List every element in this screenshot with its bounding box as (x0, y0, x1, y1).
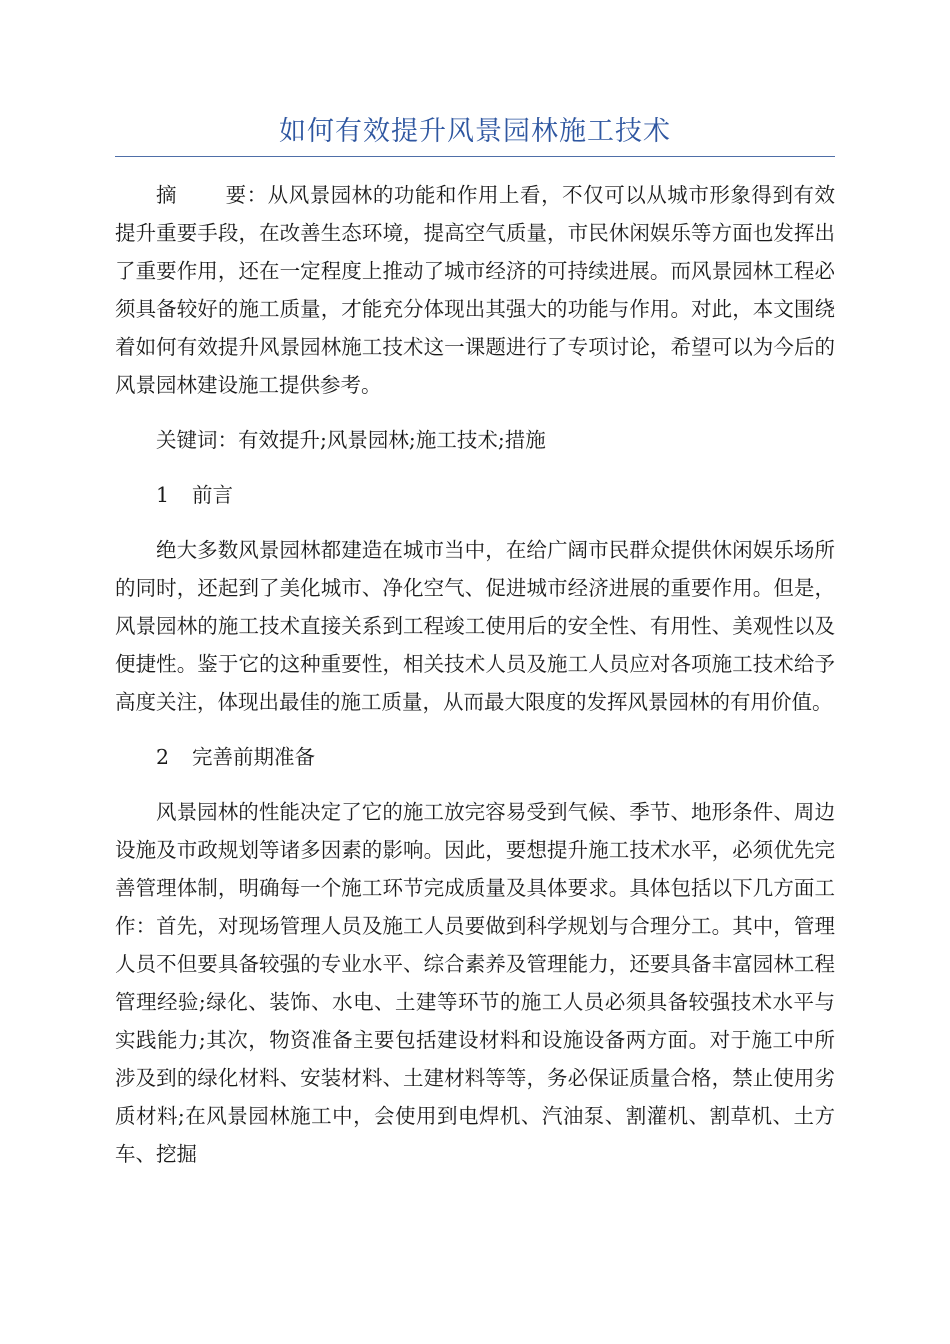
section-2-body: 风景园林的性能决定了它的施工放完容易受到气候、季节、地形条件、周边设施及市政规划等诸多因素的影响。因此，要想提升施工技术水平，必须优先完善管理体制，明确每一个施工环节完成质量及具体要求。具体包括以下几方面工作：首先，对现场管理人员及施工人员要做到科学规划与合理分工。其中，管理人员不但要具备较强的专业水平、综合素养及管理能力，还要具备丰富园林工程管理经验;绿化、装饰、水电、土建等环节的施工人员必须具备较强技术水平与实践能力;其次，物资准备主要包括建设材料和设施设备两方面。对于施工中所涉及到的绿化材料、安装材料、土建材料等等，务必保证质量合格，禁止使用劣质材料;在风景园林施工中，会使用到电焊机、汽油泵、割灌机、割草机、土方车、挖掘 (115, 800, 835, 1166)
title-block (115, 112, 835, 157)
abstract-text: 从风景园林的功能和作用上看，不仅可以从城市形象得到有效提升重要手段，在改善生态环境，提高空气质量，市民休闲娱乐等方面也发挥出了重要作用，还在一定程度上推动了城市经济的可持续进展。而风景园林工程必须具备较好的施工质量，才能充分体现出其强大的功能与作用。对此，本文围绕着如何有效提升风景园林施工技术这一课题进行了专项讨论，希望可以为今后的风景园林建设施工提供参考。 (115, 183, 836, 397)
keywords-text: 有效提升;风景园林;施工技术;措施 (238, 428, 546, 452)
document-body (115, 176, 835, 1173)
section-2-number: 2 (156, 745, 170, 769)
section-1-heading (115, 476, 835, 514)
section-1-title: 前言 (192, 483, 233, 507)
abstract-label-a: 摘 (156, 183, 178, 207)
section-2-heading (115, 738, 835, 776)
document-title: 如何有效提升风景园林施工技术 (279, 116, 671, 147)
section-1-body: 绝大多数风景园林都建造在城市当中，在给广阔市民群众提供休闲娱乐场所的同时，还起到了美化城市、净化空气、促进城市经济进展的重要作用。但是，风景园林的施工技术直接关系到工程竣工使用后的安全性、有用性、美观性以及便捷性。鉴于它的这种重要性，相关技术人员及施工人员应对各项施工技术给予高度关注，体现出最佳的施工质量，从而最大限度的发挥风景园林的有用价值。 (115, 538, 835, 714)
section-1-number: 1 (156, 483, 170, 507)
keywords-paragraph (115, 421, 835, 459)
keywords-label: 关键词： (156, 428, 238, 452)
section-2-title: 完善前期准备 (192, 745, 315, 769)
abstract-paragraph (115, 176, 835, 404)
abstract-label-b: 要： (225, 183, 268, 207)
